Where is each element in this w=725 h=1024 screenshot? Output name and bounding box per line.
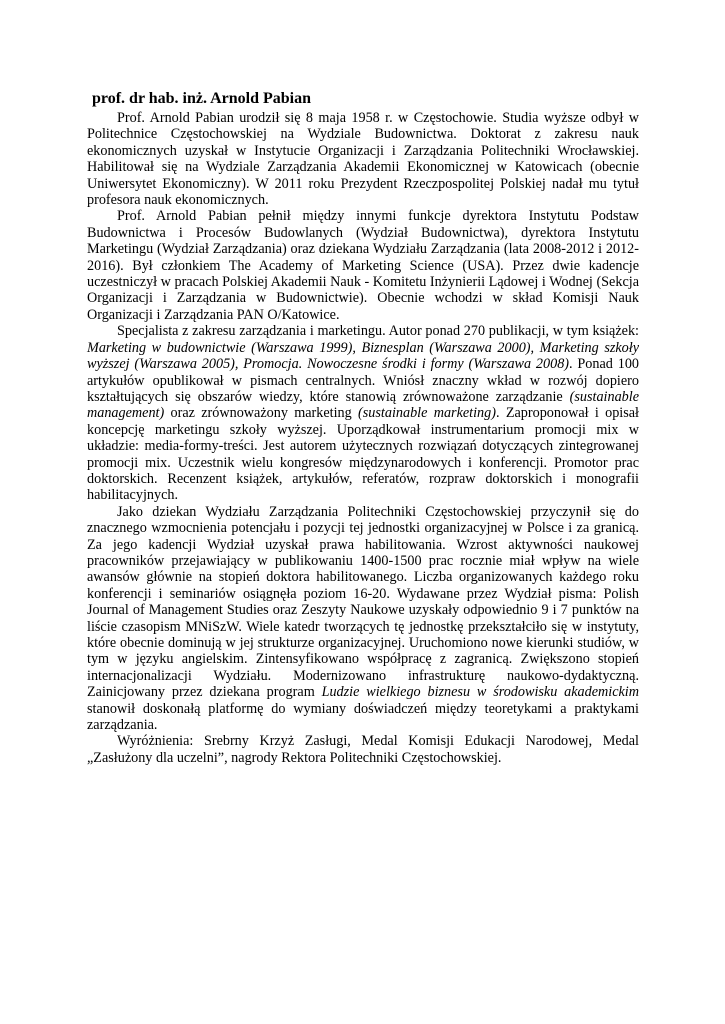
paragraph-publications [87, 323, 639, 503]
program-title: Ludzie wielkiego biznesu w środowisku akademickim [321, 684, 639, 701]
book-titles: Marketing w budownictwie (Warszawa 1999), Biznesplan (Warszawa 2000), Marketing szkoły wyższej (Warszawa 2005), Promocja. Nowoczesne środki i formy (Warszawa 2008) [87, 339, 639, 373]
text-span: oraz zrównoważony marketing [164, 405, 359, 422]
text-span: stanowił doskonałą platformę do wymiany doświadczeń między teoretykami a praktykami zarządzania. [87, 700, 639, 734]
paragraph-dean [87, 504, 639, 734]
document-title: prof. dr hab. inż. Arnold Pabian [92, 90, 312, 107]
text-span: Specjalista z zakresu zarządzania i marketingu. Autor ponad 270 publikacji, w tym książek: [117, 323, 639, 340]
text-span: . Zaproponował i opisał koncepcję marketingu szkoły wyższej. Uporządkował instrumentarium promocji mix w układzie: media-formy-treści. Jest autorem użytecznych rozwiązań dotyczących zintegrowanej promocji mix. Uczestnik wielu kongresów międzynarodowych i konferencji. Promotor prac doktorskich. Recenzent książek, artykułów, referatów, rozpraw doktorskich i monografii habilitacyjnych. [87, 405, 639, 504]
biography-content [87, 90, 639, 766]
paragraph-awards: Wyróżnienia: Srebrny Krzyż Zasługi, Medal Komisji Edukacji Narodowej, Medal „Zasłużony dla uczelni”, nagrody Rektora Politechniki Częstochowskiej. [87, 733, 639, 766]
term-sustainable-management: (sustainable management) [87, 388, 639, 422]
text-span: Jako dziekan Wydziału Zarządzania Politechniki Częstochowskiej przyczynił się do znacznego wzmocnienia potencjału i pozycji tej jednostki organizacyjnej w Polsce i za granicą. Za jego kadencji Wydział uzyskał prawa habilitowania. Wzrost aktywności naukowej pracowników przejawiający w publikowaniu 1400-1500 prac rocznie miał wpływ na wiele awansów głównie na stopień doktora habilitowanego. Liczba organizowanych każdego roku konferencji i seminariów osiągnęła poziom 16-20. Wydawane przez Wydział pisma: Polish Journal of Management Studies oraz Zeszyty Naukowe uzyskały odpowiednio 9 i 7 punktów na liście czasopism MNiSzW. Wiele katedr tworzących tę jednostkę przekształciło się w instytuty, które obecnie dominują w jej strukturze organizacyjnej. Uruchomiono nowe kierunki studiów, w tym w języku angielskim. Zintensyfikowano współpracę z zagranicą. Zwiększono stopień internacjonalizacji Wydziału. Modernizowano infrastrukturę naukowo-dydaktyczną. Zainicjowany przez dziekana program [87, 503, 639, 701]
paragraph-education: Prof. Arnold Pabian urodził się 8 maja 1958 r. w Częstochowie. Studia wyższe odbył w Politechnice Częstochowskiej na Wydziale Budownictwa. Doktorat z zakresu nauk ekonomicznych uzyskał w Instytucie Organizacji i Zarządzania Politechniki Wrocławskiej. Habilitował się na Wydziale Zarządzania Akademii Ekonomicznej w Katowicach (obecnie Uniwersytet Ekonomiczny). W 2011 roku Prezydent Rzeczpospolitej Polskiej nadał mu tytuł profesora nauk ekonomicznych. [87, 110, 639, 209]
paragraph-positions: Prof. Arnold Pabian pełnił między innymi funkcje dyrektora Instytutu Podstaw Budownictwa i Procesów Budowlanych (Wydział Budownictwa), dyrektora Instytutu Marketingu (Wydział Zarządzania) oraz dziekana Wydziału Zarządzania (lata 2008-2012 i 2012-2016). Był członkiem The Academy of Marketing Science (USA). Przez dwie kadencje uczestniczył w pracach Polskiej Akademii Nauk - Komitetu Inżynierii Lądowej i Wodnej (Sekcja Organizacji i Zarządzania w Budownictwie). Obecnie wchodzi w skład Komisji Nauk Organizacji i Zarządzania PAN O/Katowice. [87, 208, 639, 323]
text-span: . Ponad 100 artykułów opublikował w pismach centralnych. Wniósł znaczny wkład w rozwój dopiero kształtujących się obszarów wiedzy, które stanowią zrównoważone zarządzanie [87, 356, 640, 405]
term-sustainable-marketing: (sustainable marketing) [358, 405, 496, 422]
